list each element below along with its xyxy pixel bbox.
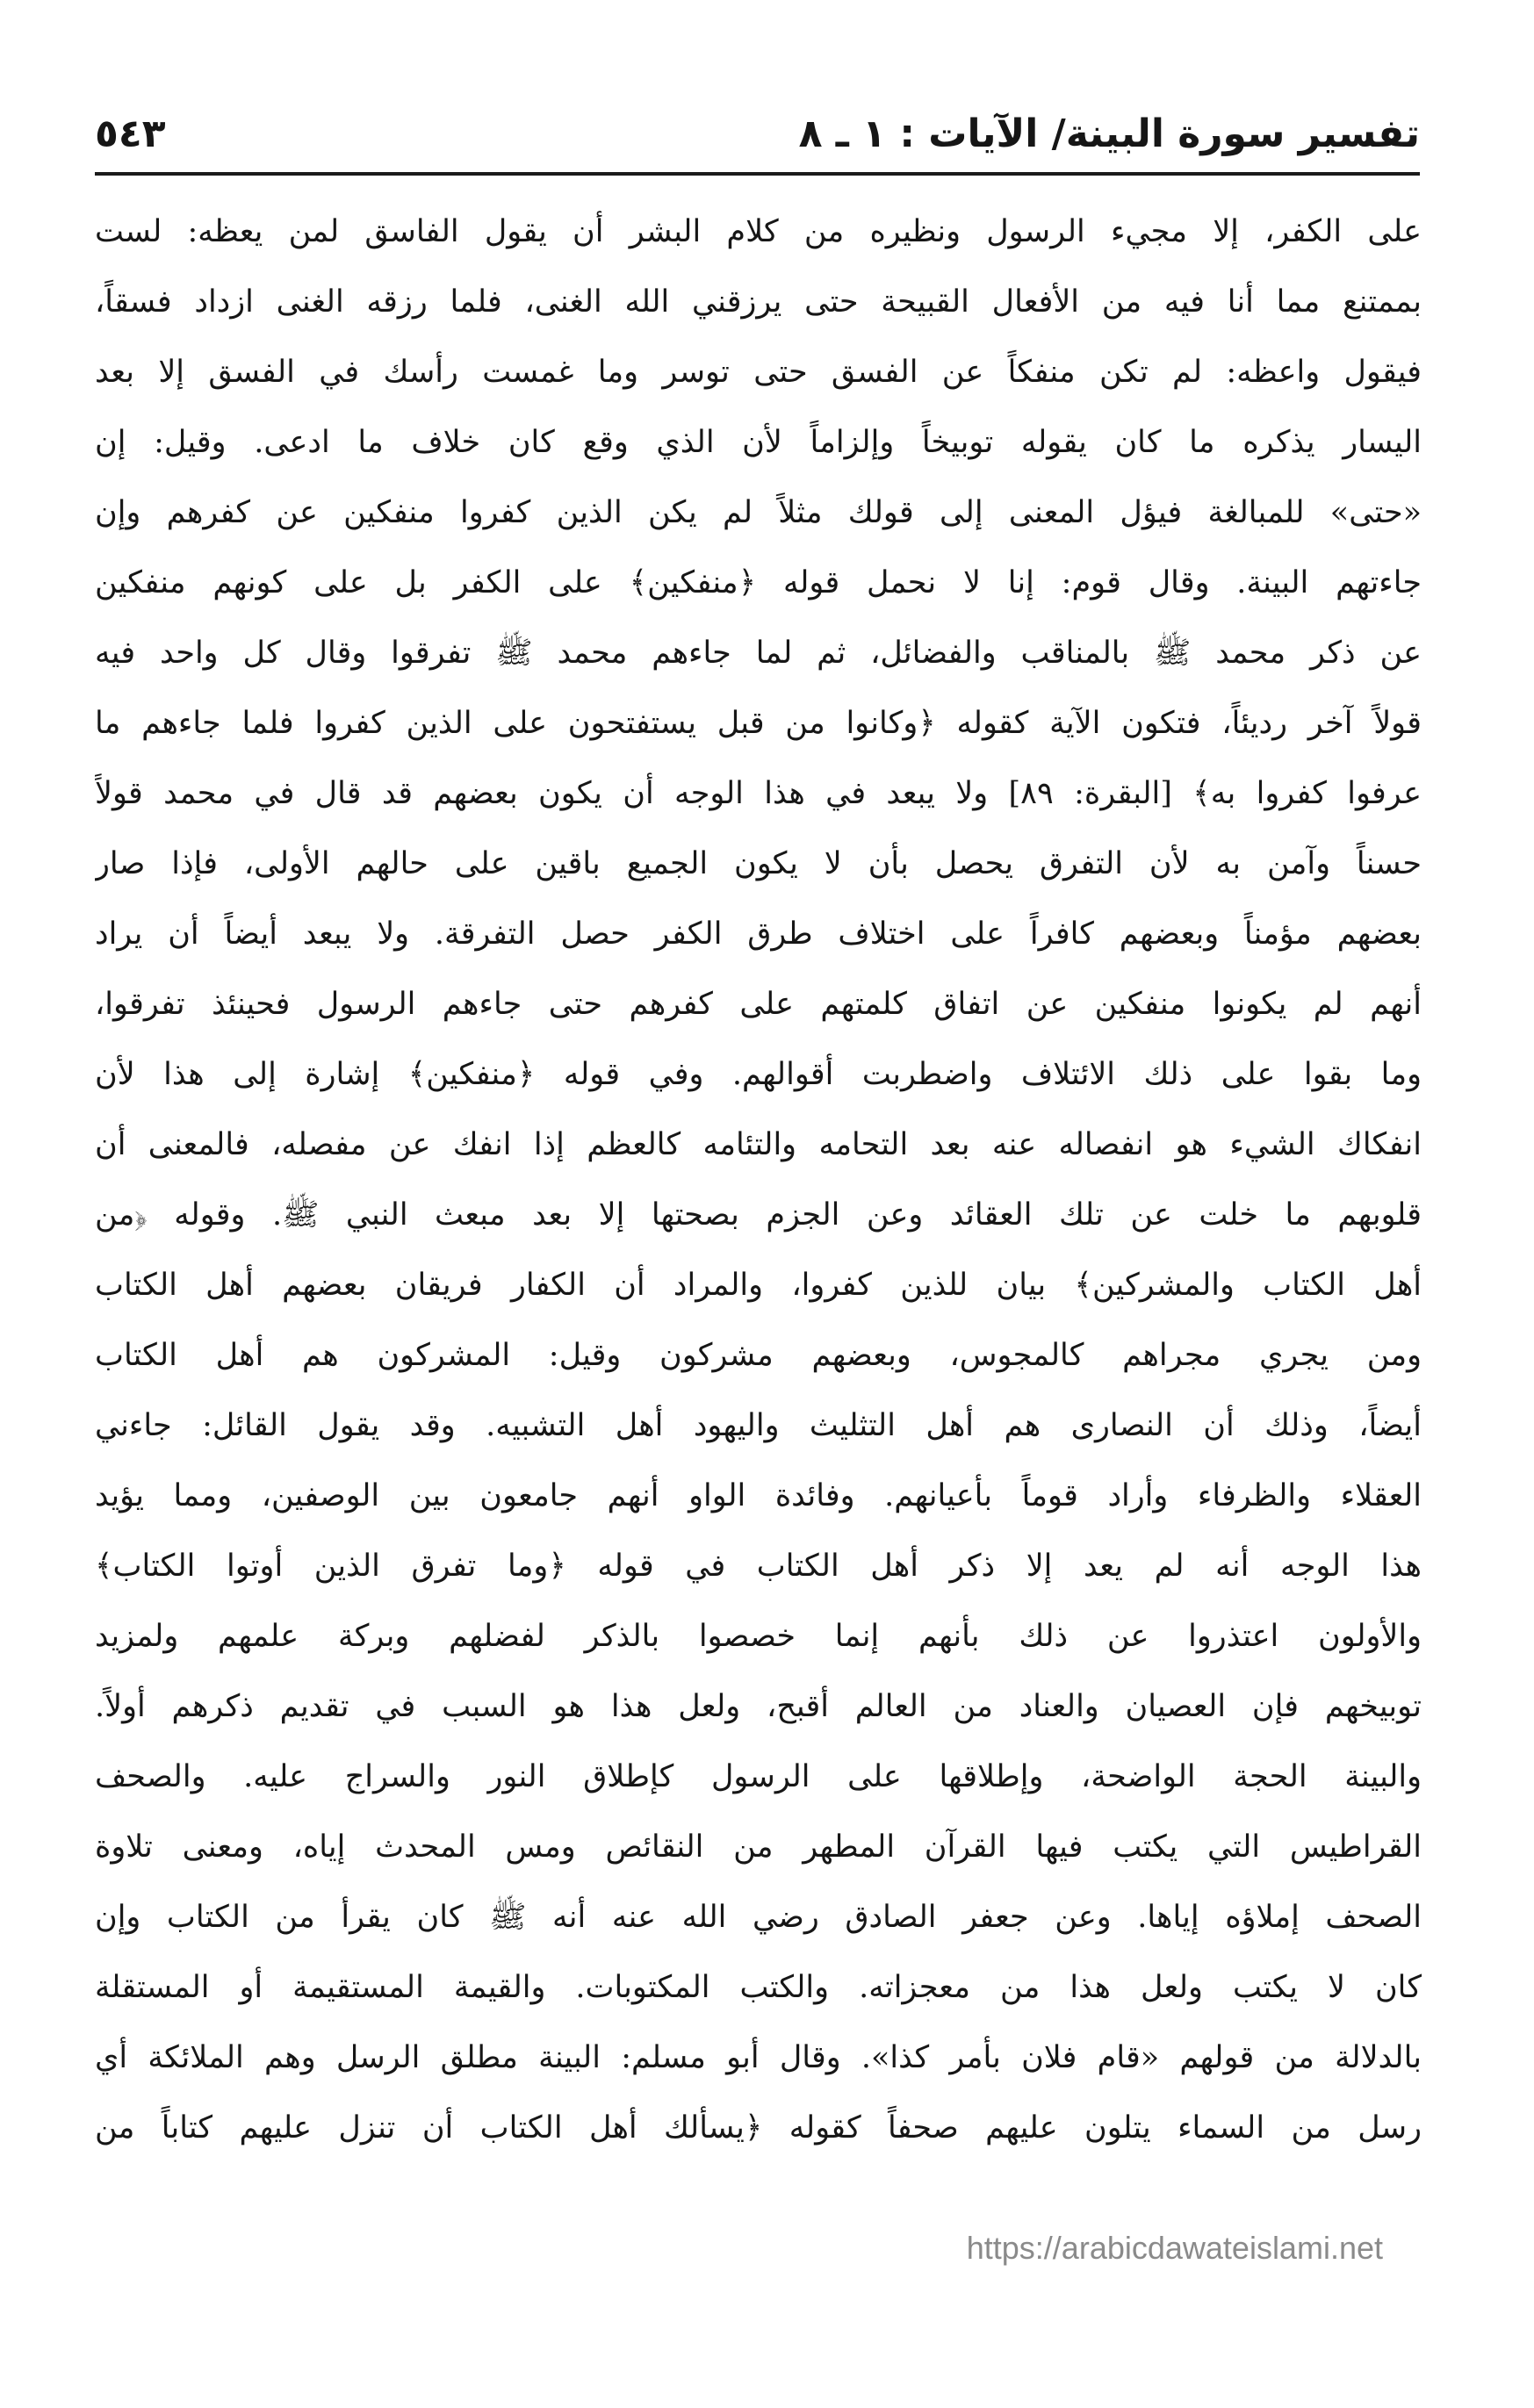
text-line: بممتنع مما أنا فيه من الأفعال القبيحة حتى يرزقني الله الغنى، فلما رزقه الغنى ازداد فسقاً، bbox=[95, 284, 1422, 320]
text-line: كان لا يكتب ولعل هذا من معجزاته. والكتب المكتوبات. والقيمة المستقيمة أو المستقلة bbox=[95, 1970, 1422, 2005]
text-line: جاءتهم البينة. وقال قوم: إنا لا نحمل قوله ﴿منفكين﴾ على الكفر بل على كونهم منفكين bbox=[95, 565, 1422, 600]
text-line: على الكفر، إلا مجيء الرسول ونظيره من كلام البشر أن يقول الفاسق لمن يعظه: لست bbox=[95, 214, 1422, 249]
body-text bbox=[95, 197, 1422, 2163]
watermark-url: https://arabicdawateislami.net bbox=[966, 2230, 1383, 2266]
text-line: القراطيس التي يكتب فيها القرآن المطهر من النقائص ومس المحدث إياه، ومعنى تلاوة bbox=[95, 1829, 1422, 1865]
page-number: ٥٤٣ bbox=[95, 111, 166, 156]
text-line: فيقول واعظه: لم تكن منفكاً عن الفسق حتى توسر وما غمست رأسك في الفسق إلا بعد bbox=[95, 355, 1422, 390]
text-line: والأولون اعتذروا عن ذلك بأنهم إنما خصصوا بالذكر لفضلهم وبركة علمهم ولمزيد bbox=[95, 1619, 1422, 1654]
text-line: «حتى» للمبالغة فيؤل المعنى إلى قولك مثلاً لم يكن الذين كفروا منفكين عن كفرهم وإن bbox=[95, 495, 1422, 530]
text-line: بالدلالة من قولهم «قام فلان بأمر كذا». وقال أبو مسلم: البينة مطلق الرسل وهم الملائكة أي bbox=[95, 2040, 1422, 2075]
text-line: أيضاً، وذلك أن النصارى هم أهل التثليث واليهود أهل التشبيه. وقد يقول القائل: جاءني bbox=[95, 1408, 1422, 1443]
text-line: عرفوا كفروا به﴾ [البقرة: ٨٩] ولا يبعد في هذا الوجه أن يكون بعضهم قد قال في محمد قولاً bbox=[95, 776, 1422, 811]
page-header bbox=[95, 104, 1420, 165]
text-line: حسناً وآمن به لأن التفرق يحصل بأن لا يكون الجميع باقين على حالهم الأولى، فإذا صار bbox=[95, 846, 1422, 881]
text-line: اليسار يذكره ما كان يقوله توبيخاً وإلزاماً لأن الذي وقع كان خلاف ما ادعى. وقيل: إن bbox=[95, 425, 1422, 460]
text-line: أنهم لم يكونوا منفكين عن اتفاق كلمتهم على كفرهم حتى جاءهم الرسول فحينئذ تفرقوا، bbox=[95, 987, 1422, 1022]
text-line: قلوبهم ما خلت عن تلك العقائد وعن الجزم بصحتها إلا بعد مبعث النبي ﷺ. وقوله ﴿من bbox=[95, 1197, 1422, 1233]
text-line: قولاً آخر رديئاً، فتكون الآية كقوله ﴿وكانوا من قبل يستفتحون على الذين كفروا فلما جاءهم ما bbox=[95, 706, 1422, 741]
text-line: والبينة الحجة الواضحة، وإطلاقها على الرسول كإطلاق النور والسراج عليه. والصحف bbox=[95, 1759, 1422, 1794]
running-title: تفسير سورة البينة/ الآيات : ١ ـ ٨ bbox=[798, 111, 1420, 156]
text-line: انفكاك الشيء هو انفصاله عنه بعد التحامه والتئامه كالعظم إذا انفك عن مفصله، فالمعنى أن bbox=[95, 1127, 1422, 1162]
text-line: أهل الكتاب والمشركين﴾ بيان للذين كفروا، والمراد أن الكفار فريقان بعضهم أهل الكتاب bbox=[95, 1268, 1422, 1303]
header-rule bbox=[95, 172, 1420, 176]
text-line: وما بقوا على ذلك الائتلاف واضطربت أقوالهم. وفي قوله ﴿منفكين﴾ إشارة إلى هذا لأن bbox=[95, 1057, 1422, 1092]
text-line: توبيخهم فإن العصيان والعناد من العالم أقبح، ولعل هذا هو السبب في تقديم ذكرهم أولاً. bbox=[95, 1689, 1422, 1724]
text-line: ومن يجري مجراهم كالمجوس، وبعضهم مشركون وقيل: المشركون هم أهل الكتاب bbox=[95, 1338, 1422, 1373]
text-line: بعضهم مؤمناً وبعضهم كافراً على اختلاف طرق الكفر حصل التفرقة. ولا يبعد أيضاً أن يراد bbox=[95, 916, 1422, 952]
text-line: عن ذكر محمد ﷺ بالمناقب والفضائل، ثم لما جاءهم محمد ﷺ تفرقوا وقال كل واحد فيه bbox=[95, 636, 1422, 671]
text-line: هذا الوجه أنه لم يعد إلا ذكر أهل الكتاب في قوله ﴿وما تفرق الذين أوتوا الكتاب﴾ bbox=[95, 1549, 1422, 1584]
text-line: رسل من السماء يتلون عليهم صحفاً كقوله ﴿يسألك أهل الكتاب أن تنزل عليهم كتاباً من bbox=[95, 2110, 1422, 2146]
text-line: الصحف إملاؤه إياها. وعن جعفر الصادق رضي الله عنه أنه ﷺ كان يقرأ من الكتاب وإن bbox=[95, 1900, 1422, 1935]
text-line: العقلاء والظرفاء وأراد قوماً بأعيانهم. وفائدة الواو أنهم جامعون بين الوصفين، ومما يؤيد bbox=[95, 1478, 1422, 1513]
